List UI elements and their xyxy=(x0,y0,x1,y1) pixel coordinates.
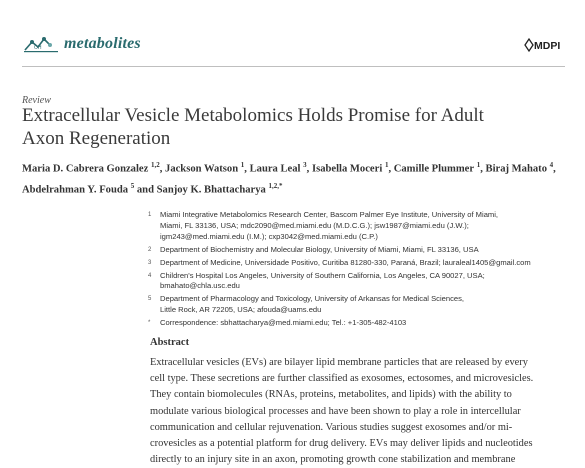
abstract-line: They contain biomolecules (RNAs, proteins, metabolites, and lipids) with the ability to xyxy=(150,389,512,401)
abstract-body xyxy=(150,355,568,468)
authors-connector: and xyxy=(136,184,154,196)
abstract-heading: Abstract xyxy=(150,337,190,348)
affiliation-item xyxy=(148,318,568,329)
header-divider xyxy=(22,66,565,67)
author-name[interactable]: Sanjoy K. Bhattacharya xyxy=(156,184,266,196)
author-affil: 1,2,* xyxy=(268,181,283,190)
affiliation-line: Department of Pharmacology and Toxicology, University of Arkansas for Medical Sciences, xyxy=(160,294,465,304)
affiliation-number: 4 xyxy=(148,272,152,279)
metabolites-logo-icon xyxy=(22,33,62,55)
author-affil: 1 xyxy=(476,161,481,169)
author-name[interactable]: Maria D. Cabrera Gonzalez xyxy=(22,163,149,175)
title-line: Axon Regeneration xyxy=(22,128,171,149)
author-affil: 1 xyxy=(384,161,389,169)
correspondence-line: Correspondence: sbhattacharya@med.miami.edu; Tel.: +1-305-482-4103 xyxy=(160,318,407,328)
affiliation-line: igm243@med.miami.edu (I.M.); cxp3042@med.miami.edu (C.P.) xyxy=(160,231,378,241)
svg-text:OH: OH xyxy=(34,45,42,51)
affiliation-line: bmahato@chla.usc.edu xyxy=(160,281,240,291)
author-name[interactable]: Laura Leal xyxy=(249,163,301,175)
author-affil: 1 xyxy=(240,161,245,169)
title-line: Extracellular Vesicle Metabolomics Holds Promise for Adult xyxy=(22,105,484,126)
affiliation-number: 5 xyxy=(148,296,152,303)
affiliation-number: 2 xyxy=(148,246,152,253)
author-name[interactable]: Jackson Watson xyxy=(165,163,239,175)
author-list: Maria D. Cabrera Gonzalez $^{1,2}$, Jackson Watson $^1$, Laura Leal $^3$, Isabella Moceri $^1$, Camille Plummer $^1$, Biraj Mahato $^4$, Abdelrahman Y. Fouda $^5$ and Sanjoy K. Bhattacharya $^{1,2,*}$ xyxy=(22,161,556,196)
affiliation-line: Little Rock, AR 72205, USA; afouda@uams.edu xyxy=(160,305,322,315)
affiliation-item xyxy=(148,210,568,242)
affiliations xyxy=(148,210,568,331)
author-affil: 3 xyxy=(303,161,307,169)
affiliation-line: Miami, FL 33136, USA; mdc2090@med.miami.edu (M.D.C.G.); jsw1987@miami.edu (J.W.); xyxy=(160,220,469,230)
abstract-line: communication and cellular rejuvenation. Various studies suggest exosomes and/or mi- xyxy=(150,421,513,433)
author-affil: 4 xyxy=(549,161,554,169)
abstract-line: modulate various biological processes and have been shown to play a role in intercellular xyxy=(150,405,521,417)
affiliation-item xyxy=(148,294,568,316)
affiliation-item xyxy=(148,245,568,256)
author-name[interactable]: Abdelrahman Y. Fouda xyxy=(22,184,129,196)
affiliation-item xyxy=(148,258,568,269)
abstract-line: directly to an injury site in an axon, promoting growth cone stabilization and membrane xyxy=(150,454,516,466)
affiliation-line: Miami Integrative Metabolomics Research Center, Bascom Palmer Eye Institute, University of Miami, xyxy=(160,210,499,219)
affiliation-number: * xyxy=(148,320,151,327)
author-name[interactable]: Camille Plummer xyxy=(393,163,475,175)
author-name[interactable]: Biraj Mahato xyxy=(485,163,547,175)
affiliation-number: 3 xyxy=(148,259,152,266)
affiliation-item xyxy=(148,271,568,293)
affiliation-line: Department of Medicine, Universidade Positivo, Curitiba 81280-330, Paraná, Brazil; lauraleal1405@gmail.com xyxy=(160,257,531,267)
author-affil: 5 xyxy=(130,181,135,190)
mdpi-logo xyxy=(522,36,564,54)
abstract-line: crovesicles as a potential platform for drug delivery. EVs may deliver lipids and nucleotides xyxy=(150,438,533,450)
abstract-line: Extracellular vesicles (EVs) are bilayer lipid membrane particles that are released by every xyxy=(150,357,528,368)
abstract-line: cell type. These secretions are further classified as exosomes, ectosomes, and microvesicles. xyxy=(150,373,534,385)
affiliation-number: 1 xyxy=(148,212,152,218)
author-affil: 1,2 xyxy=(150,161,160,169)
affiliation-line: Children's Hospital Los Angeles, University of Southern California, Los Angeles, CA 90027, USA; xyxy=(160,270,485,280)
author-name[interactable]: Isabella Moceri xyxy=(311,163,383,175)
affiliation-line: Department of Biochemistry and Molecular Biology, University of Miami, Miami, FL 33136, USA xyxy=(160,244,479,254)
article-title xyxy=(22,104,567,150)
article-type: Review xyxy=(22,95,51,106)
publisher-name: MDPI xyxy=(534,40,561,52)
journal-name: metabolites xyxy=(64,35,141,52)
